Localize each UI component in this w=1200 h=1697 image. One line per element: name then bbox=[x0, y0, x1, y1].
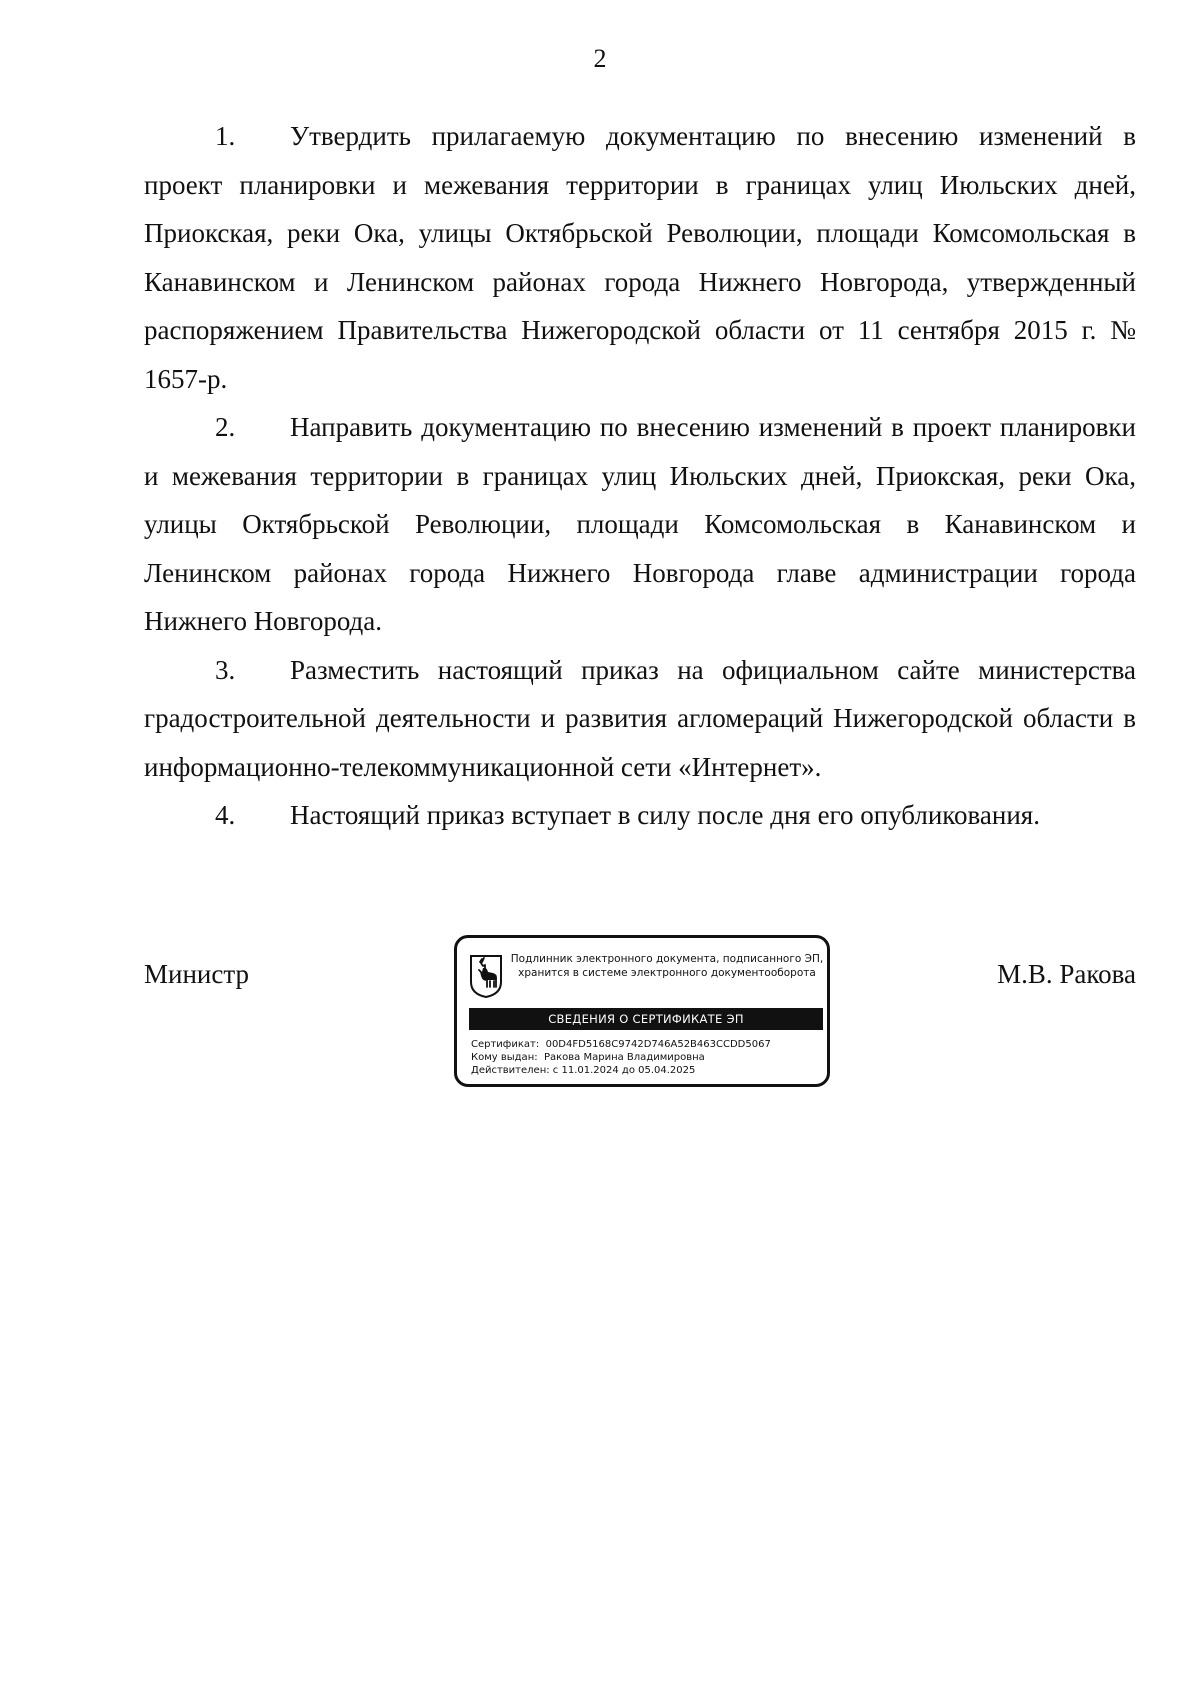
valid-label: Действителен: bbox=[471, 1065, 550, 1076]
stamp-header-line: Подлинник электронного документа, подписанного ЭП, bbox=[510, 953, 824, 965]
paragraph-4 bbox=[144, 791, 1136, 840]
paragraph-text: Утвердить прилагаемую документацию по внесению изменений в проект планировки и межевания территории в границах улиц Июльских дней, Приокская, реки Ока, улицы Октябрьской Революции, площади Комсомольская в Канавинском и Ленинском районах города Нижнего Новгорода, утвержденный распоряжением Правительства Нижегородской области от 11 сентября 2015 г. № 1657-р. bbox=[144, 121, 1136, 394]
order-body bbox=[144, 112, 1136, 840]
electronic-signature-stamp bbox=[454, 935, 830, 1087]
paragraph-text: Настоящий приказ вступает в силу после дня его опубликования. bbox=[290, 800, 1040, 830]
deer-coat-of-arms-icon bbox=[469, 954, 503, 998]
signer-title: Министр bbox=[144, 959, 249, 989]
paragraph-text: Направить документацию по внесению изменений в проект планировки и межевания территории в границах улиц Июльских дней, Приокская, реки Ока, улицы Октябрьской Революции, площади Комсомольская в Канавинском и Ленинском районах города Нижнего Новгорода главе администрации города Нижнего Новгорода. bbox=[144, 412, 1136, 636]
issued-to-value: Ракова Марина Владимировна bbox=[543, 1052, 705, 1063]
certificate-row bbox=[471, 1038, 825, 1051]
stamp-certificate-bar: СВЕДЕНИЯ О СЕРТИФИКАТЕ ЭП bbox=[469, 1008, 823, 1030]
paragraph-number: 4. bbox=[215, 800, 236, 830]
paragraph-number: 1. bbox=[215, 121, 236, 151]
signature-block bbox=[144, 935, 1136, 1105]
certificate-label: Сертификат: bbox=[471, 1039, 540, 1050]
issued-to-row bbox=[471, 1051, 825, 1064]
paragraph-1 bbox=[144, 112, 1136, 403]
paragraph-number: 2. bbox=[215, 412, 236, 442]
paragraph-2 bbox=[144, 403, 1136, 646]
paragraph-number: 3. bbox=[215, 654, 236, 685]
stamp-header-line: хранится в системе электронного документооборота bbox=[518, 967, 816, 979]
paragraph-3 bbox=[144, 646, 1136, 792]
signer-name: М.В. Ракова bbox=[997, 959, 1136, 989]
certificate-value: 00D4FD5168C9742D746A52B463CCDD5067 bbox=[545, 1039, 771, 1050]
valid-value: с 11.01.2024 до 05.04.2025 bbox=[552, 1065, 696, 1076]
stamp-header bbox=[509, 952, 825, 980]
page-number: 2 bbox=[593, 44, 607, 73]
paragraph-text: Разместить настоящий приказ на официальном сайте министерства градостроительной деятельности и развития агломераций Нижегородской области в информационно-телекоммуникационной сети «Интернет». bbox=[144, 654, 1136, 782]
valid-row bbox=[471, 1064, 825, 1077]
stamp-certificate-details bbox=[471, 1038, 825, 1077]
issued-to-label: Кому выдан: bbox=[471, 1052, 538, 1063]
